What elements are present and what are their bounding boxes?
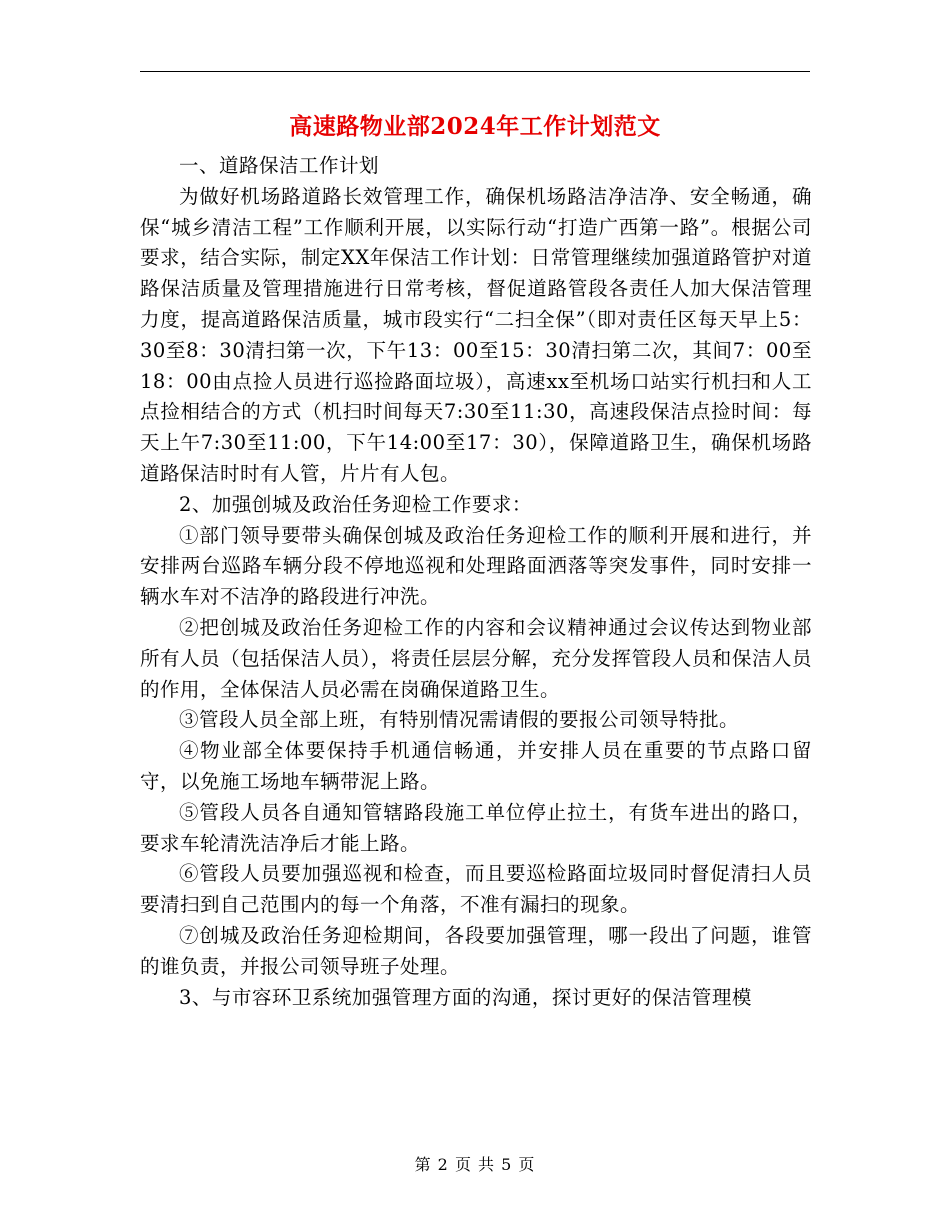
section-heading: 2、加强创城及政治任务迎检工作要求： bbox=[179, 492, 532, 516]
list-item: ④物业部全体要保持手机通信畅通，并安排人员在重要的节点路口留守，以免施工场地车辆带泥上路。 bbox=[140, 739, 812, 793]
list-item: ⑥管段人员要加强巡视和检查，而且要巡检路面垃圾同时督促清扫人员要清扫到自己范围内的每一个角落，不准有漏扫的现象。 bbox=[140, 862, 812, 917]
document-title: 高速路物业部2024年工作计划范文 bbox=[289, 113, 661, 140]
header-rule bbox=[140, 71, 810, 72]
list-item: ⑤管段人员各自通知管辖路段施工单位停止拉土，有货车进出的路口，要求车轮清洗洁净后才能上路。 bbox=[140, 800, 812, 855]
body-paragraph: 3、与市容环卫系统加强管理方面的沟通，探讨更好的保洁管理模 bbox=[179, 985, 752, 1009]
body-paragraph: 为做好机场路道路长效管理工作，确保机场路洁净洁净、安全畅通，确保“城乡清洁工程”工作顺利开展，以实际行动“打造广西第一路”。根据公司要求，结合实际，制定XX年保洁工作计划：日常管理继续加强道路管护对道路保洁质量及管理措施进行日常考核，督促道路管段各责任人加大保洁管理力度，提高道路保洁质量，城市段实行“二扫全保”（即对责任区每天早上5：30至8：30清扫第一次，下午13：00至15：30清扫第二次，其间7：00至18：00由点捡人员进行巡捡路面垃圾），高速xx至机场口站实行机扫和人工点捡相结合的方式（机扫时间每天7:30至11:30，高速段保洁点捡时间：每天上午7:30至11:00，下午14:00至17：30），保障道路卫生，确保机场路道路保洁时时有人管，片片有人包。 bbox=[140, 184, 812, 485]
list-item: ②把创城及政治任务迎检工作的内容和会议精神通过会议传达到物业部所有人员（包括保洁人员），将责任层层分解，充分发挥管段人员和保洁人员的作用，全体保洁人员必需在岗确保道路卫生。 bbox=[140, 615, 812, 701]
list-item: ③管段人员全部上班，有特别情况需请假的要报公司领导特批。 bbox=[179, 708, 740, 732]
section-heading: 一、道路保洁工作计划 bbox=[179, 154, 380, 177]
list-item: ①部门领导要带头确保创城及政治任务迎检工作的顺利开展和进行，并安排两台巡路车辆分段不停地巡视和处理路面洒落等突发事件，同时安排一辆水车对不洁净的路段进行冲洗。 bbox=[140, 523, 812, 609]
list-item: ⑦创城及政治任务迎检期间，各段要加强管理，哪一段出了问题，谁管的谁负责，并报公司领导班子处理。 bbox=[140, 923, 812, 978]
page-number-footer: 第 2 页 共 5 页 bbox=[414, 1155, 536, 1174]
document-body bbox=[140, 151, 812, 1013]
